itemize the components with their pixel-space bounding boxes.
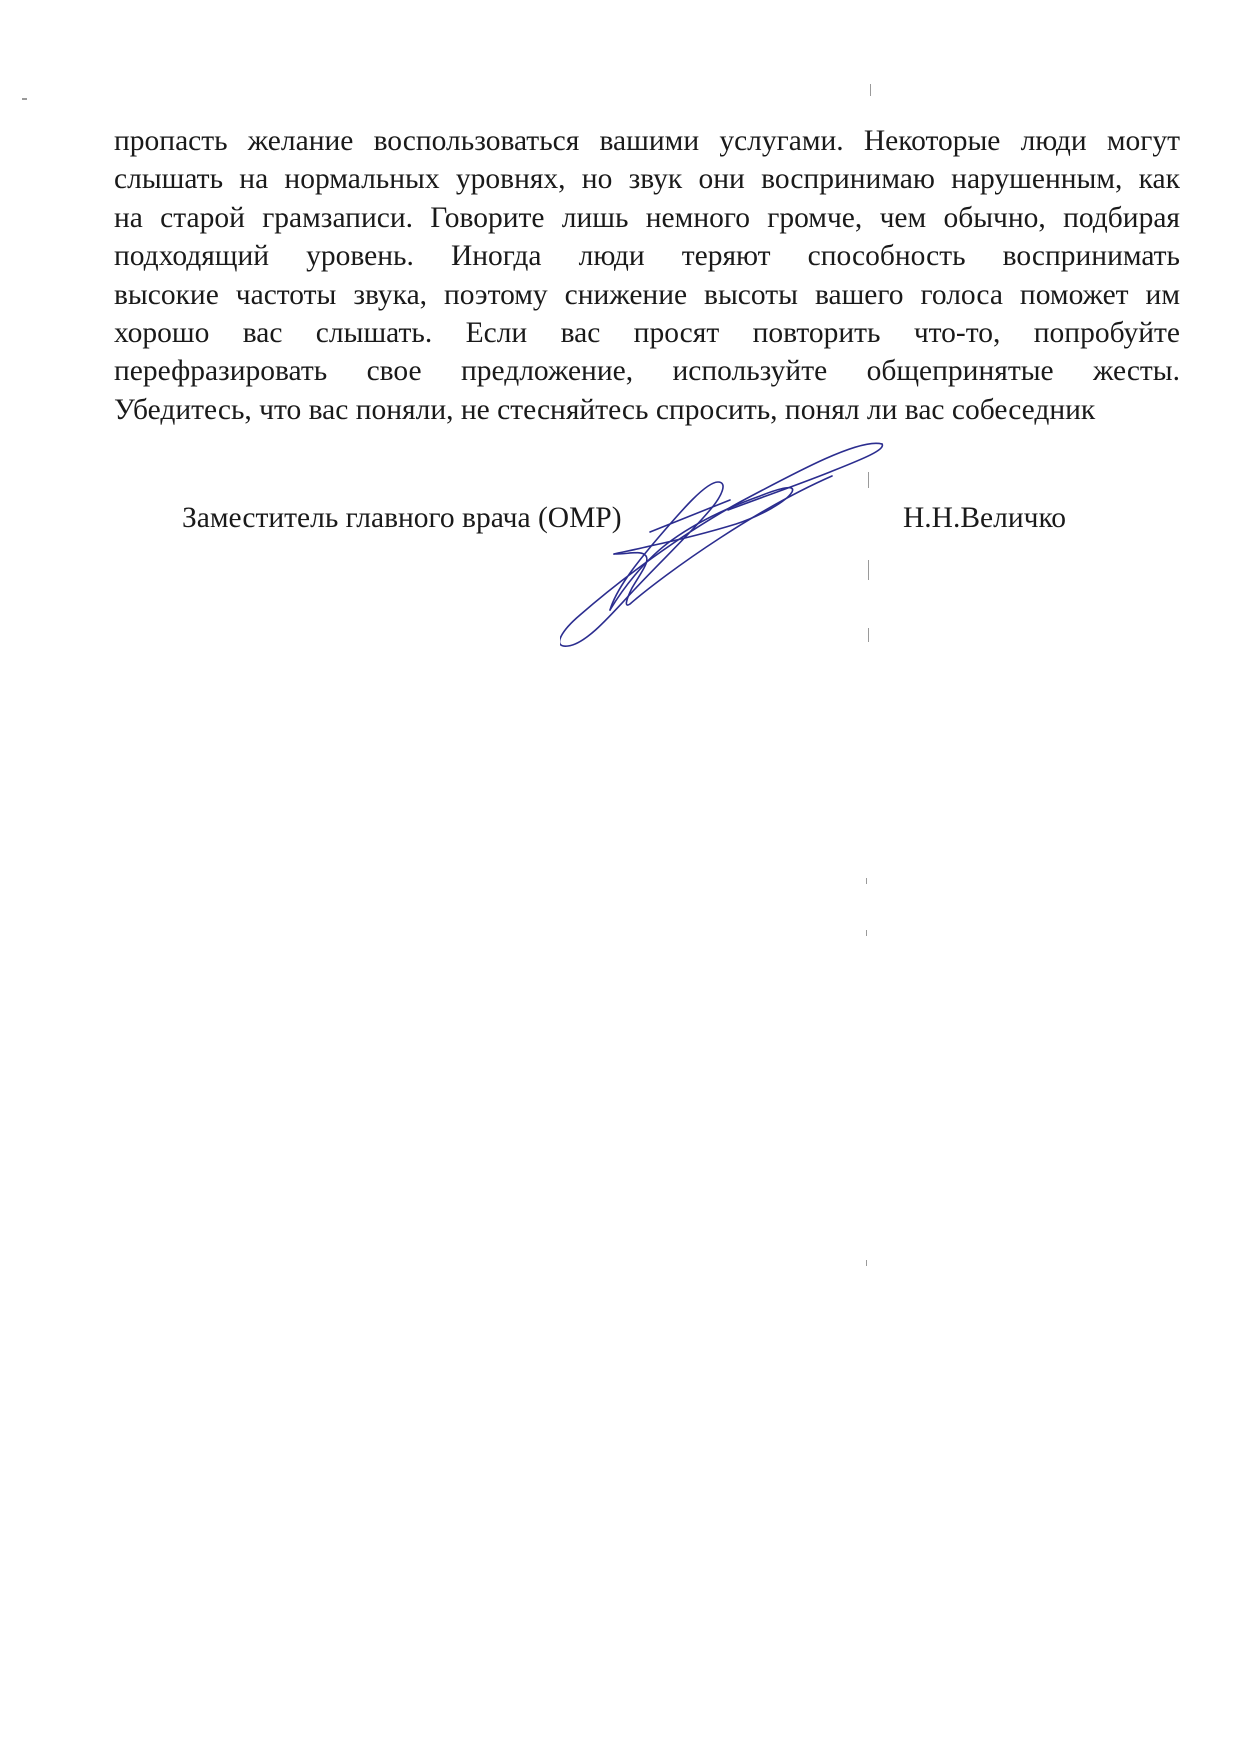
scan-artifact (868, 560, 869, 580)
handwritten-signature (560, 440, 910, 650)
paragraph-line: высокие частоты звука, поэтому снижение высоты вашего голоса поможет им (114, 278, 1180, 311)
scan-artifact (22, 98, 27, 100)
signer-position-title: Заместитель главного врача (ОМР) (182, 502, 622, 534)
paragraph-line: пропасть желание воспользоваться вашими услугами. Некоторые люди могут (114, 125, 1180, 157)
scan-artifact (866, 878, 867, 884)
scan-artifact (868, 472, 869, 488)
body-paragraph (114, 122, 1180, 429)
paragraph-line: подходящий уровень. Иногда люди теряют способность воспринимать (114, 240, 1180, 273)
scan-artifact (866, 1260, 867, 1266)
paragraph-line: слышать на нормальных уровнях, но звук они воспринимаю нарушенным, как (114, 163, 1180, 196)
scan-artifact (866, 930, 867, 936)
scan-artifact (868, 628, 869, 642)
scan-artifact (870, 84, 871, 96)
paragraph-line: перефразировать свое предложение, используйте общепринятые жесты. (114, 355, 1180, 388)
paragraph-line: хорошо вас слышать. Если вас просят повторить что-то, попробуйте (114, 317, 1180, 350)
paragraph-line: на старой грамзаписи. Говорите лишь немного громче, чем обычно, подбирая (114, 201, 1180, 234)
paragraph-line: Убедитесь, что вас поняли, не стесняйтесь спросить, понял ли вас собеседник (114, 393, 1096, 426)
signer-name: Н.Н.Величко (903, 502, 1067, 534)
